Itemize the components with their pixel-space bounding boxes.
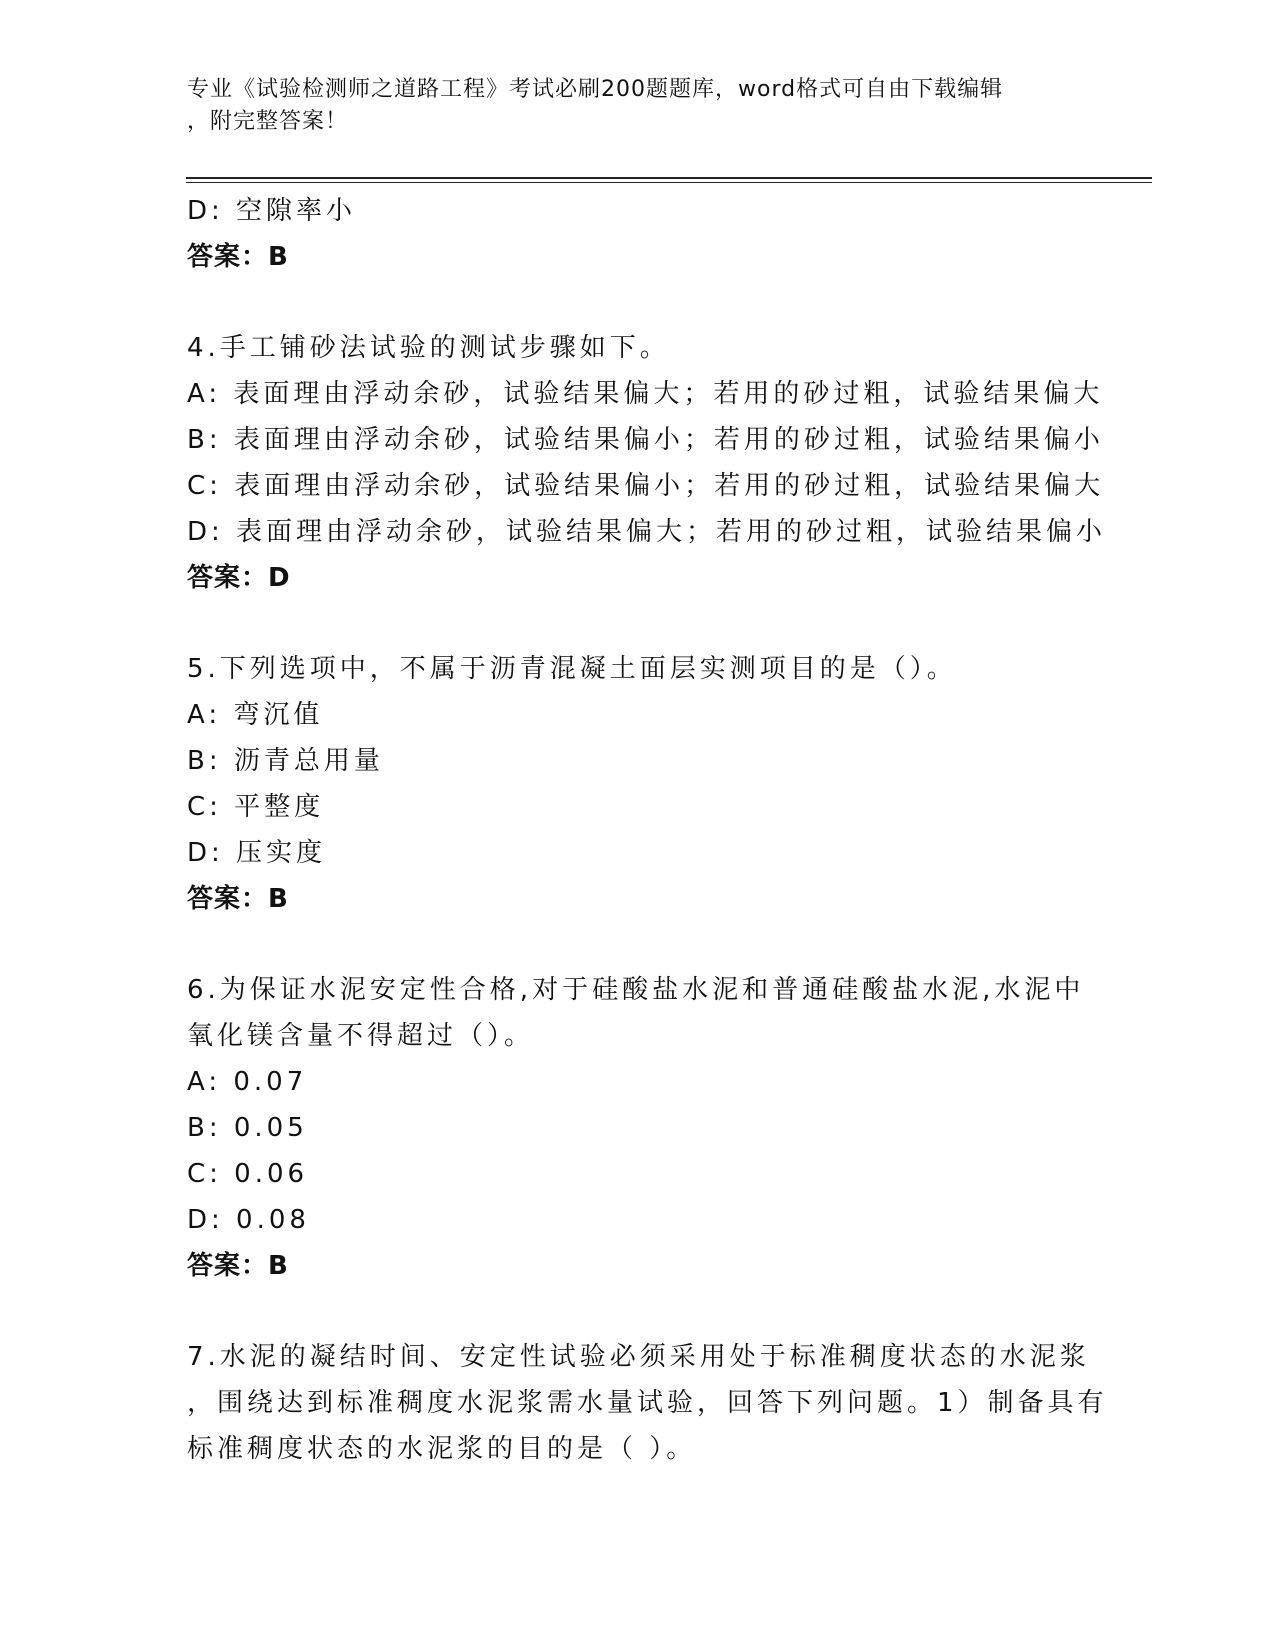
answer: 答案：D: [187, 563, 291, 593]
option-d: D: 表面理由浮动余砂，试验结果偏大；若用的砂过粗，试验结果偏小: [187, 517, 1107, 547]
question-7: [187, 1334, 1147, 1472]
option-b: B: 0.05: [187, 1113, 308, 1143]
spacer: [187, 1289, 1147, 1334]
option-b: B: 沥青总用量: [187, 746, 384, 776]
question-6: [187, 967, 1147, 1289]
question-list: [187, 188, 1147, 1472]
option-a: A: 0.07: [187, 1067, 308, 1097]
question-stem-line-1: 6.为保证水泥安定性合格,对于硅酸盐水泥和普通硅酸盐水泥,水泥中: [187, 975, 1085, 1005]
answer: 答案：B: [187, 1251, 289, 1281]
header-divider-thick: [186, 177, 1152, 179]
option-d: D: 空隙率小: [187, 196, 357, 226]
spacer: [187, 922, 1147, 967]
spacer: [187, 601, 1147, 646]
option-a: A: 表面理由浮动余砂，试验结果偏大；若用的砂过粗，试验结果偏大: [187, 379, 1104, 409]
option-d: D: 压实度: [187, 838, 327, 868]
question-4: [187, 325, 1147, 601]
header-line-1: 专业《试验检测师之道路工程》考试必刷200题题库，word格式可自由下载编辑: [187, 77, 1004, 102]
question-stem: 4.手工铺砂法试验的测试步骤如下。: [187, 333, 670, 363]
option-c: C: 0.06: [187, 1159, 309, 1189]
option-b: B: 表面理由浮动余砂，试验结果偏小；若用的砂过粗，试验结果偏小: [187, 425, 1104, 455]
question-stem-line-3: 标准稠度状态的水泥浆的目的是（ ）。: [187, 1434, 697, 1464]
option-c: C: 表面理由浮动余砂，试验结果偏小；若用的砂过粗，试验结果偏大: [187, 471, 1105, 501]
header-divider-thin: [186, 182, 1152, 183]
header-line-2: ，附完整答案！: [187, 109, 349, 134]
question-stem-line-1: 7.水泥的凝结时间、安定性试验必须采用处于标准稠度状态的水泥浆: [187, 1342, 1090, 1372]
option-d: D: 0.08: [187, 1205, 310, 1235]
question-3-tail: [187, 188, 1147, 280]
answer: 答案：B: [187, 242, 289, 272]
question-stem-line-2: ，围绕达到标准稠度水泥浆需水量试验，回答下列问题。1）制备具有: [187, 1388, 1108, 1418]
document-header: [187, 74, 1087, 138]
question-5: [187, 646, 1147, 922]
option-c: C: 平整度: [187, 792, 325, 822]
question-stem-line-2: 氧化镁含量不得超过（）。: [187, 1021, 535, 1051]
question-stem: 5.下列选项中，不属于沥青混凝土面层实测项目的是（）。: [187, 654, 957, 684]
option-a: A: 弯沉值: [187, 700, 324, 730]
spacer: [187, 280, 1147, 325]
answer: 答案：B: [187, 884, 289, 914]
